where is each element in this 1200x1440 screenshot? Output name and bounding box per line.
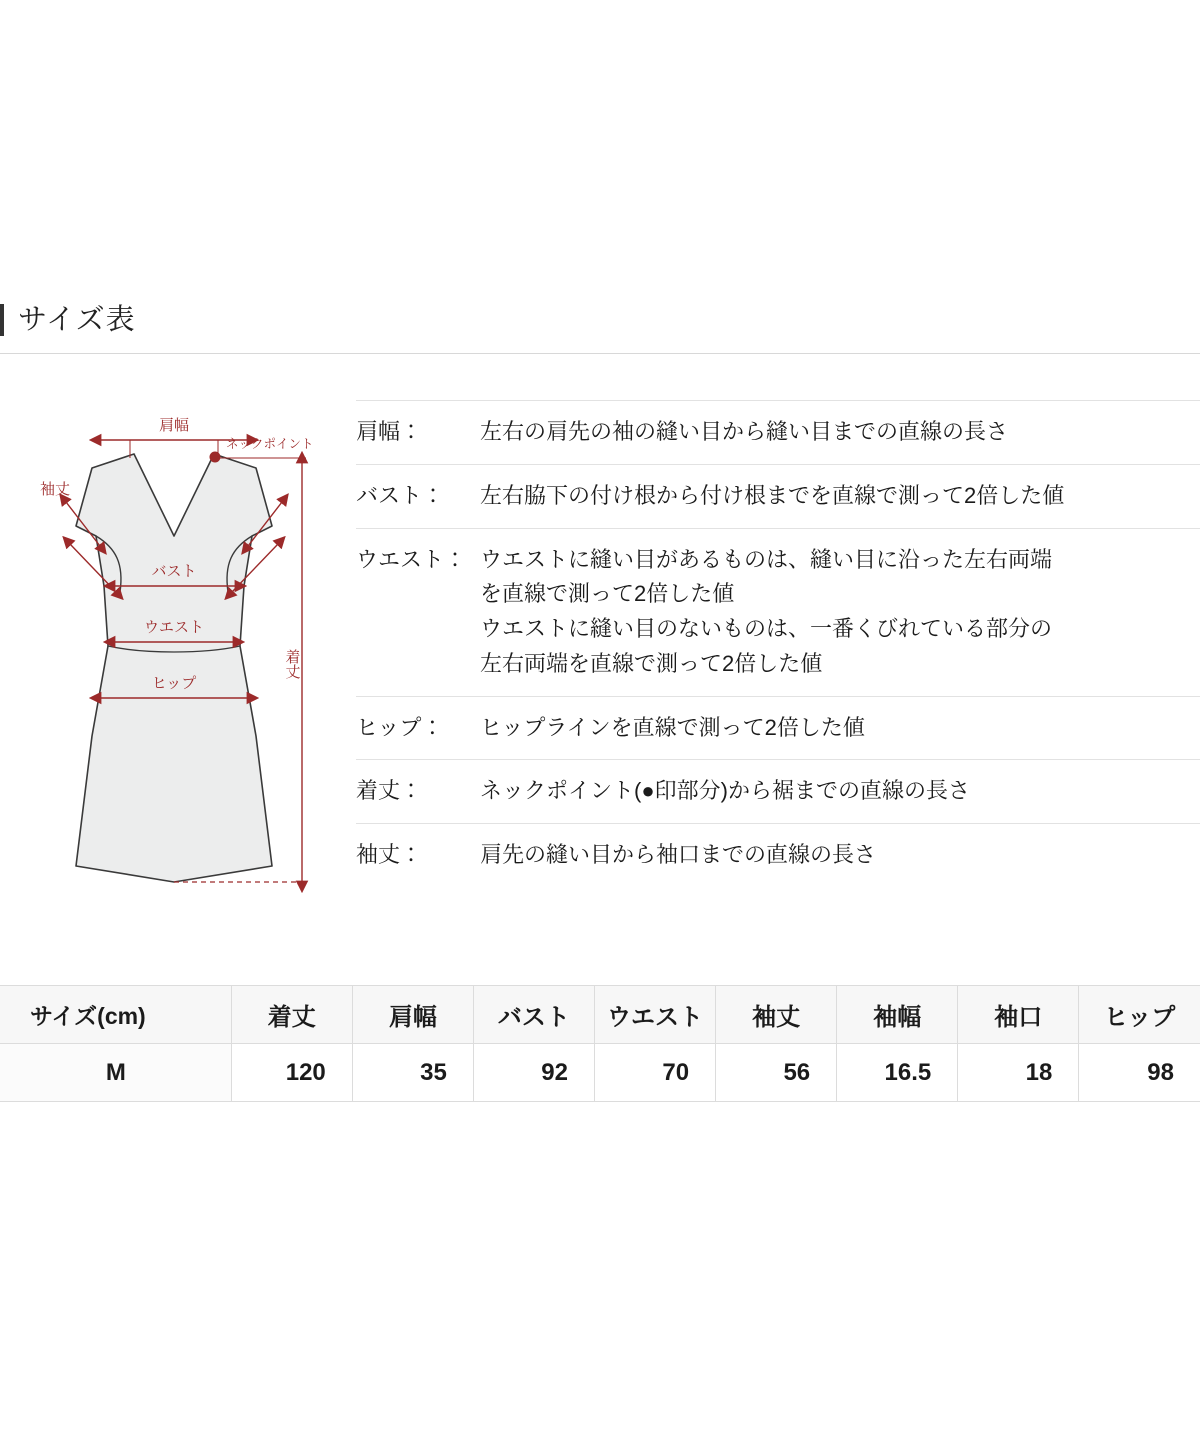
definition-term: 肩幅： [356,419,423,444]
table-header-row [0,986,1200,1044]
label-hip: ヒップ [151,675,197,692]
table-cell: 120 [231,1044,352,1102]
table-cell: 18 [958,1044,1079,1102]
table-header-cell: 着丈 [231,986,352,1044]
title-accent-bar [0,304,4,336]
definition-row [356,697,1200,761]
definition-line: 肩先の縫い目から袖口までの直線の長さ [480,842,877,867]
section-title [0,296,136,344]
table-header-cell: 袖幅 [837,986,958,1044]
definition-term: ウエスト： [356,546,467,572]
label-neck-point: ネックポイント [226,437,314,451]
label-sleeve-length: 袖丈 [40,481,71,498]
label-dress-length: 着丈 [283,649,301,679]
definition-description [480,543,1200,682]
definition-line: を直線で測って2倍した値 [480,581,735,607]
table-cell: 92 [473,1044,594,1102]
table-cell: 56 [716,1044,837,1102]
section-header [0,296,1200,362]
definition-row [356,529,1200,697]
definition-line: 左右両端を直線で測って2倍した値 [480,650,823,676]
definition-line: ウエストに縫い目があるものは、縫い目に沿った左右両端 [480,546,1053,572]
definition-row [356,465,1200,529]
table-cell-size: M [0,1044,231,1102]
definition-line: ウエストに縫い目のないものは、一番くびれている部分の [480,616,1053,641]
section-divider [0,353,1200,354]
definition-description [480,415,1200,450]
definition-row [356,400,1200,465]
definition-description [480,838,1200,873]
neck-point-marker [210,452,221,463]
table-cell: 16.5 [837,1044,958,1102]
table-header-cell: 袖口 [958,986,1079,1044]
table-cell: 35 [352,1044,473,1102]
size-table-wrapper [0,985,1200,1102]
definition-term: バスト： [356,482,445,508]
size-table [0,985,1200,1102]
definition-description [480,774,1200,809]
label-bust: バスト [151,563,197,580]
label-waist: ウエスト [143,619,205,636]
definition-row [356,824,1200,887]
garment-diagram [4,396,344,916]
definition-term: 着丈： [356,778,423,804]
definition-row [356,760,1200,824]
definition-line: ヒップラインを直線で測って2倍した値 [480,714,865,740]
definition-description [480,479,1200,514]
definition-line: 左右脇下の付け根から付け根までを直線で測って2倍した値 [480,482,1065,508]
definition-term: ヒップ： [356,714,444,740]
measurement-definitions [356,400,1200,887]
definition-description [480,711,1200,746]
table-row [0,1044,1200,1102]
table-header-cell: ヒップ [1079,986,1200,1044]
definition-line: ネックポイント(●印部分)から裾までの直線の長さ [480,778,970,804]
table-cell: 98 [1079,1044,1200,1102]
page-title: サイズ表 [18,303,136,336]
table-header-cell: 肩幅 [352,986,473,1044]
dress-outline [76,454,272,882]
label-shoulder: 肩幅 [158,417,190,434]
table-header-cell: サイズ(cm) [0,986,231,1044]
definition-term: 袖丈： [356,842,423,867]
table-header-cell: 袖丈 [716,986,837,1044]
table-header-cell: ウエスト [594,986,715,1044]
table-header-cell: バスト [473,986,594,1044]
table-cell: 70 [594,1044,715,1102]
definition-line: 左右の肩先の袖の縫い目から縫い目までの直線の長さ [480,419,1009,444]
